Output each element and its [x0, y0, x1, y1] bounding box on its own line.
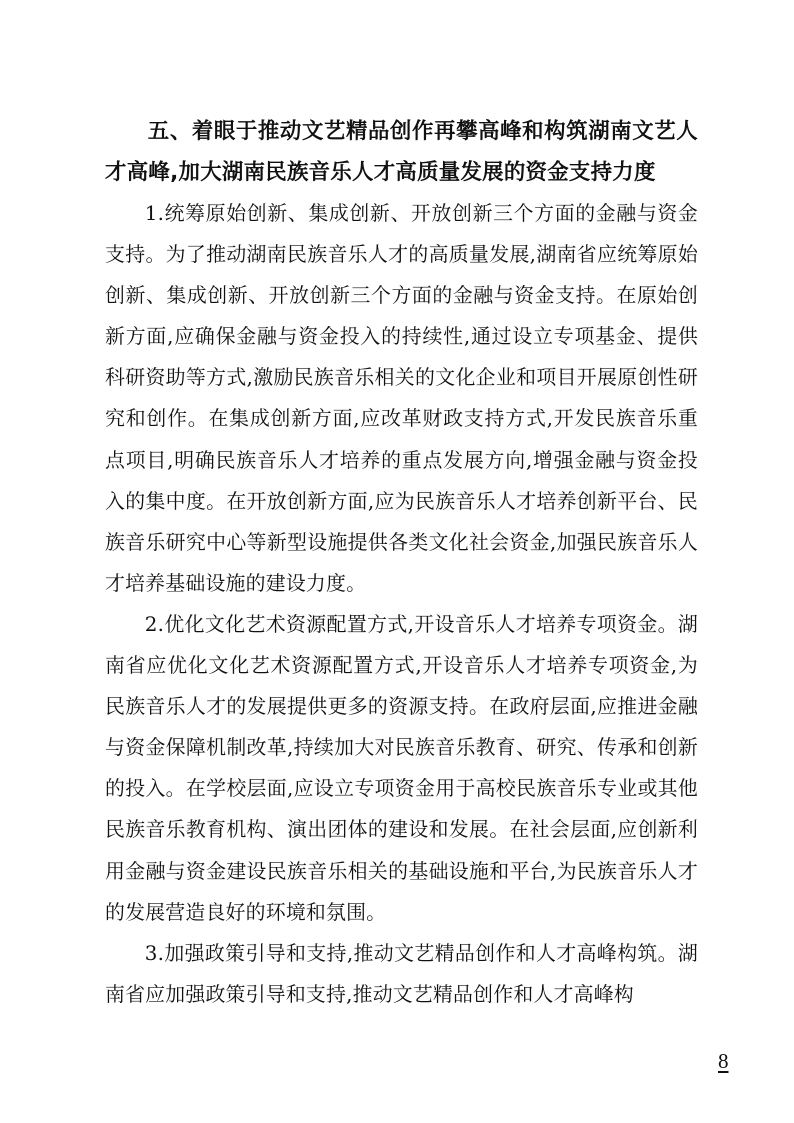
section-heading: 五、着眼于推动文艺精品创作再攀高峰和构筑湖南文艺人才高峰,加大湖南民族音乐人才高质量发展的资金支持力度 — [105, 119, 698, 185]
paragraph-2: 2.优化文化艺术资源配置方式,开设音乐人才培养专项资金。湖南省应优化文化艺术资源配置方式,开设音乐人才培养专项资金,为民族音乐人才的发展提供更多的资源支持。在政府层面,应推进金融与资金保障机制改革,持续加大对民族音乐教育、研究、传承和创新的投入。在学校层面,应设立专项资金用于高校民族音乐专业或其他民族音乐教育机构、演出团体的建设和发展。在社会层面,应创新利用金融与资金建设民族音乐相关的基础设施和平台,为民族音乐人才的发展营造良好的环境和氛围。 — [105, 612, 698, 924]
page-content — [105, 112, 698, 1015]
page-number: 8 — [718, 1049, 729, 1073]
paragraph-1: 1.统筹原始创新、集成创新、开放创新三个方面的金融与资金支持。为了推动湖南民族音乐人才的高质量发展,湖南省应统筹原始创新、集成创新、开放创新三个方面的金融与资金支持。在原始创新方面,应确保金融与资金投入的持续性,通过设立专项基金、提供科研资助等方式,激励民族音乐相关的文化企业和项目开展原创性研究和创作。在集成创新方面,应改革财政支持方式,开发民族音乐重点项目,明确民族音乐人才培养的重点发展方向,增强金融与资金投入的集中度。在开放创新方面,应为民族音乐人才培养创新平台、民族音乐研究中心等新型设施提供各类文化社会资金,加强民族音乐人才培养基础设施的建设力度。 — [105, 202, 698, 595]
paragraph-3: 3.加强政策引导和支持,推动文艺精品创作和人才高峰构筑。湖南省应加强政策引导和支持,推动文艺精品创作和人才高峰构 — [105, 941, 698, 1006]
